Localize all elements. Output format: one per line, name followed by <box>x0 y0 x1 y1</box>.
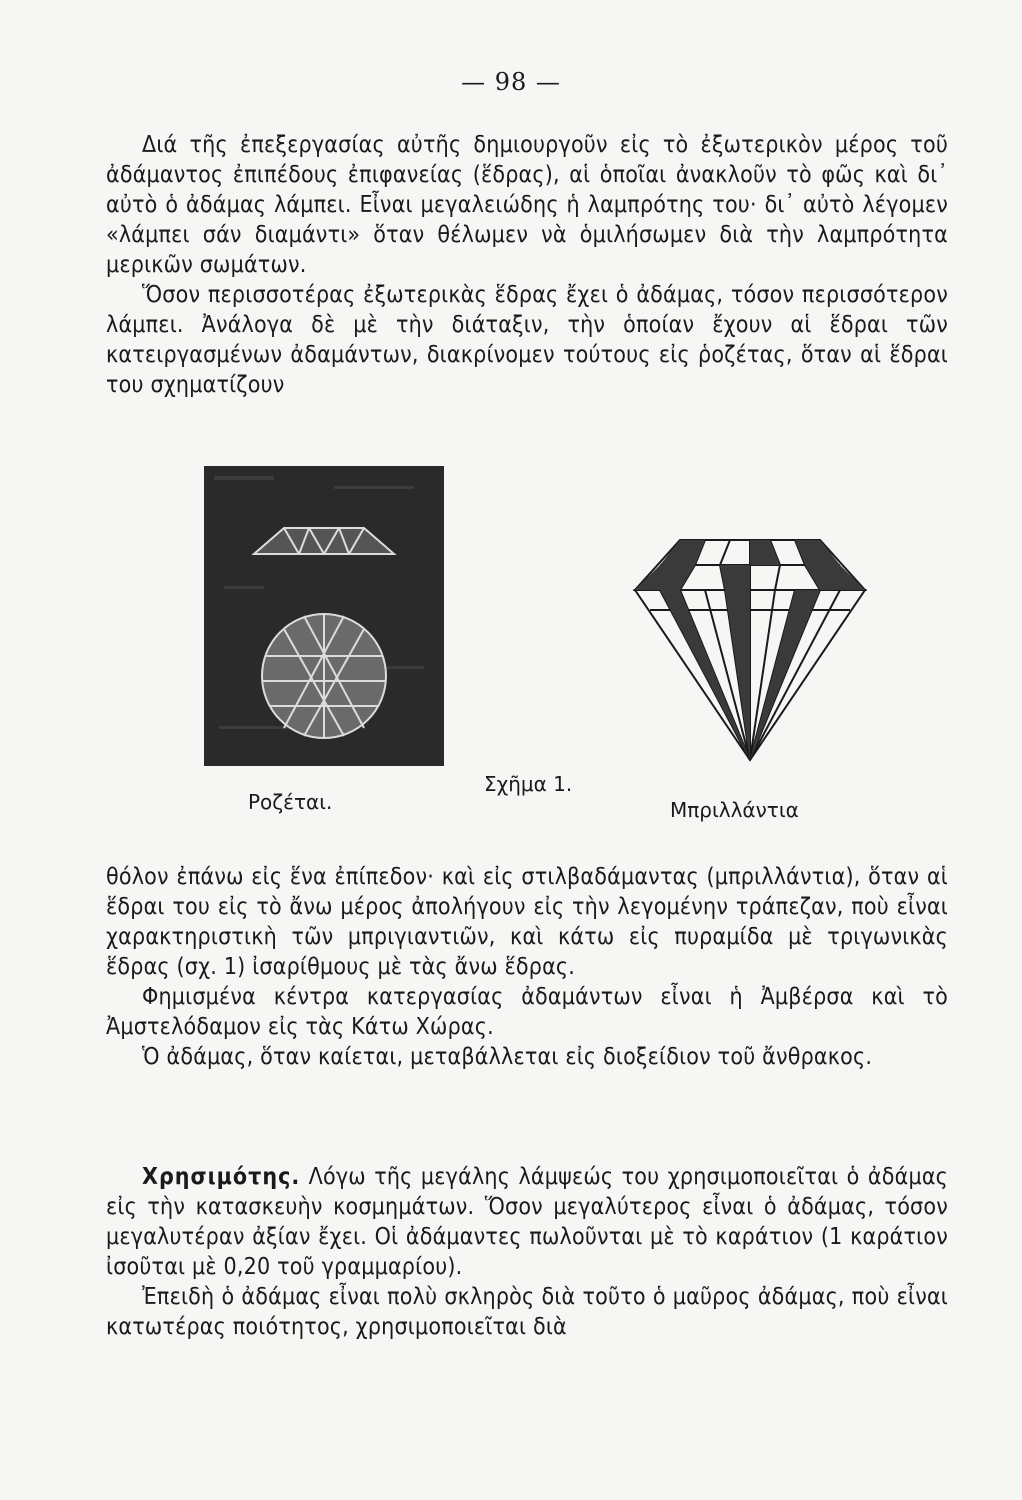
figure-caption: Σχῆμα 1. <box>484 772 573 796</box>
paragraph-black-diamond: Ἐπειδὴ ὁ ἀδάμας εἶναι πολὺ σκληρὸς διὰ τοῦτο ὁ μαῦρος ἀδάμας, ποὺ εἶναι κατωτέρας ποιότητος, χρησιμοποιεῖται διὰ <box>106 1284 948 1340</box>
caption-rose-cut: Ροζέται. <box>248 790 333 814</box>
rose-cut-diamond-illustration <box>204 466 444 766</box>
caption-brilliant-cut: Μπριλλάντια <box>670 798 799 822</box>
page-number: — 98 — <box>461 68 561 96</box>
paragraph-centers: Φημισμένα κέντρα κατεργασίας ἀδαμάντων εἶναι ἡ Ἀμβέρσα καὶ τὸ Ἀμστελόδαμον εἰς τὰς Κάτω Χώρας. <box>106 984 948 1040</box>
paragraph-usefulness <box>106 1162 948 1282</box>
paragraph-faceting: Διά τῆς ἐπεξεργασίας αὐτῆς δημιουργοῦν εἰς τὸ ἐξωτερικὸν μέρος τοῦ ἀδάμαντος ἐπιπέδους ἐπιφανείας (ἕδρας), αἱ ὁποῖαι ἀνακλοῦν τὸ φῶς καὶ δι᾽ αὐτὸ ὁ ἀδάμας λάμπει. Εἶναι μεγαλειώδης ἡ λαμπρότης του· δι᾽ αὐτὸ λέγομεν «λάμπει σάν διαμάντι» ὅταν θέλωμεν νὰ ὁμιλήσωμεν διὰ τὴν λαμπρότητα μερικῶν σωμάτων. <box>106 132 948 278</box>
paragraph-usefulness-text: Λόγω τῆς μεγάλης λάμψεώς του χρησιμοποιεῖται ὁ ἀδάμας εἰς τὴν κατασκευὴν κοσμημάτων. Ὅσον μεγαλύτερος εἶναι ὁ ἀδάμας, τόσον μεγαλυτέραν ἀξίαν ἔχει. Οἱ ἀδάμαντες πωλοῦνται μὲ τὸ καράτιον (1 καράτιον ἰσοῦται μὲ 0,20 τοῦ γραμμαρίου). <box>106 1164 948 1280</box>
section-term: Χρησιμότης. <box>142 1164 301 1190</box>
text-block-middle <box>106 862 948 1072</box>
paragraph-facets-count: Ὅσον περισσοτέρας ἐξωτερικὰς ἕδρας ἔχει ὁ ἀδάμας, τόσον περισσότερον λάμπει. Ἀνάλογα δὲ μὲ τὴν διάταξιν, τὴν ὁποίαν ἔχουν αἱ ἕδραι τῶν κατειργασμένων ἀδαμάντων, διακρίνομεν τούτους εἰς ῥοζέτας, ὅταν αἱ ἕδραι του σχηματίζουν <box>106 282 948 398</box>
text-block-bottom <box>106 1162 948 1342</box>
brilliant-cut-diamond-illustration <box>600 520 900 770</box>
text-block-top <box>106 130 948 400</box>
paragraph-burning: Ὁ ἀδάμας, ὅταν καίεται, μεταβάλλεται εἰς διοξείδιον τοῦ ἄνθρακος. <box>142 1044 873 1070</box>
paragraph-brilliants: θόλον ἐπάνω εἰς ἕνα ἐπίπεδον· καὶ εἰς στιλβαδάμαντας (μπριλλάντια), ὅταν αἱ ἕδραι του εἰς τὸ ἄνω μέρος ἀπολήγουν εἰς τὴν λεγομένην τράπεζαν, ποὺ εἶναι χαρακτηριστικὴ τῶν μπριγιαντιῶν, καὶ κάτω εἰς πυραμίδα μὲ τριγωνικὰς ἕδρας (σχ. 1) ἰσαρίθμους μὲ τὰς ἄνω ἕδρας. <box>106 864 948 980</box>
